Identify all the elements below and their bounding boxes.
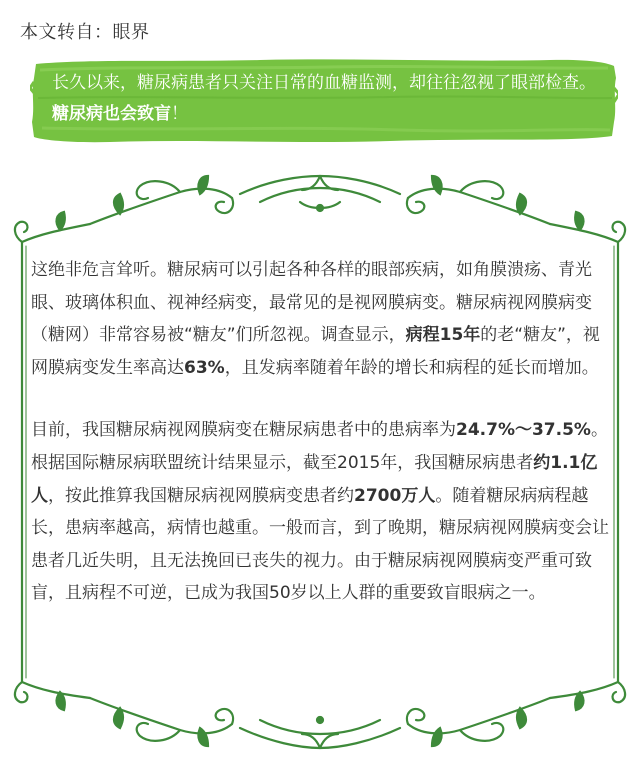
paragraph-2: 目前，我国糖尿病视网膜病变在糖尿病患者中的患病率为24.7%～37.5%。根据国际糖尿病联盟统计结果显示，截至2015年，我国糖尿病患者约1.1亿人，按此推算我国糖尿病视网膜病变患者约2700万人。随着糖尿病病程越长，患病率越高，病情也越重。一般而言，到了晚期，糖尿病视网膜病变会让患者几近失明，且无法挽回已丧失的视力。由于糖尿病视网膜病变严重可致盲，且病程不可逆，已成为我国50岁以上人群的重要致盲眼病之一。 <box>31 420 609 604</box>
paragraph-spacer <box>31 384 613 414</box>
banner-text: 长久以来，糖尿病患者只关注日常的血糖监测，却往往忽视了眼部检查。糖尿病也会致盲！ <box>52 73 596 124</box>
banner-bold-text: 糖尿病也会致盲 <box>52 104 171 124</box>
intro-banner <box>30 58 618 144</box>
article-body <box>31 254 613 610</box>
source-attribution: 本文转自：眼界 <box>20 22 150 43</box>
paragraph-1: 这绝非危言耸听。糖尿病可以引起各种各样的眼部疾病，如角膜溃疡、青光眼、玻璃体积血、视神经病变，最常见的是视网膜病变。糖尿病视网膜病变（糖网）非常容易被“糖友”们所忽视。调查显示，病程15年的老“糖友”，视网膜病变发生率高达63%，且发病率随着年龄的增长和病程的延长而增加。 <box>31 260 600 378</box>
